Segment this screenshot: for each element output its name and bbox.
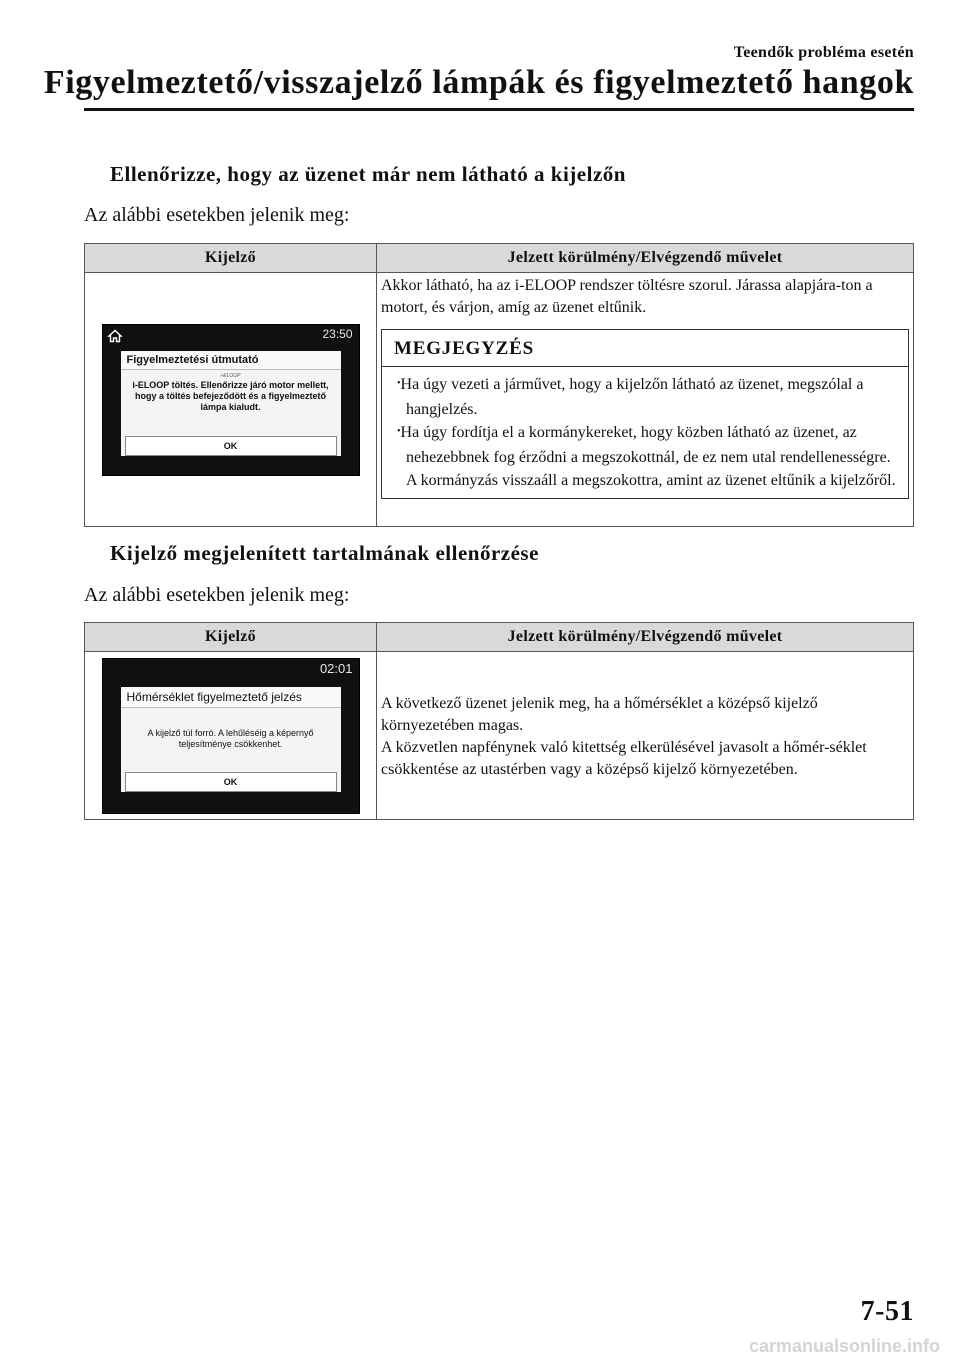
screen-clock: 02:01 (319, 660, 353, 676)
note-item: •Ha úgy vezeti a járművet, hogy a kijelzőn látható az üzenet, megszólal a hangjelzés. (397, 376, 864, 418)
bullet-icon: • (397, 426, 401, 437)
info-table-temperature (84, 622, 914, 820)
screen-status-bar (103, 325, 359, 347)
dialog-title: Hőmérséklet figyelmeztető jelzés (121, 687, 341, 708)
screen-clock: 23:50 (322, 326, 353, 341)
info-table-eloop (84, 243, 914, 527)
warning-dialog (121, 351, 341, 456)
display-cell (85, 273, 377, 527)
note-list (382, 367, 908, 498)
section-intro-1: Az alábbi esetekben jelenik meg: (84, 204, 350, 226)
temperature-description-2: A közvetlen napfénynek való kitettség elkerülésével javasolt a hőmér-séklet csökkentése az utastérben vagy a középső kijelző környezetében. (381, 738, 867, 778)
dialog-message: i-ELOOP töltés. Ellenőrizze járó motor mellett, hogy a töltés befejeződött és a figyelmeztető lámpa kialudt. (132, 379, 329, 412)
dialog-body (121, 708, 341, 772)
dialog-eloop-label: i-ELOOP (220, 372, 241, 379)
section-heading-message-check: Ellenőrizze, hogy az üzenet már nem látható a kijelzőn (110, 162, 626, 186)
watermark: carmanualsonline.info (748, 1336, 940, 1356)
column-header-action: Jelzett körülmény/Elvégzendő művelet (377, 623, 914, 652)
action-cell (377, 652, 914, 820)
page-title: Figyelmeztető/visszajelző lámpák és figyelmeztető hangok (43, 64, 914, 101)
dialog-message: A kijelző túl forró. A lehűléséig a képernyő teljesítménye csökkenhet. (147, 727, 314, 749)
section-heading-display-content: Kijelző megjelenített tartalmának ellenőrzése (110, 541, 539, 565)
dialog-title: Figyelmeztetési útmutató (121, 351, 341, 370)
temperature-description-1: A következő üzenet jelenik meg, ha a hőmérséklet a középső kijelző környezetében magas. (381, 694, 818, 734)
table-row (85, 273, 914, 527)
header-section-label: Teendők probléma esetén (733, 44, 914, 61)
column-header-display: Kijelző (85, 244, 377, 273)
home-icon (107, 328, 123, 344)
column-header-action: Jelzett körülmény/Elvégzendő művelet (377, 244, 914, 273)
header-divider (84, 108, 914, 111)
table-row (85, 652, 914, 820)
display-screenshot-eloop (102, 324, 360, 476)
action-cell (377, 273, 914, 527)
page-number: 7-51 (860, 1296, 914, 1327)
note-box (381, 329, 909, 499)
note-title: MEGJEGYZÉS (382, 330, 908, 367)
note-item: •Ha úgy fordítja el a kormánykereket, hogy közben látható az üzenet, az nehezebbnek fog érződni a megszokottnál, de ez nem utal rendellenességre. A kormányzás visszaáll a megszokottra, amint az üzenet eltűnik a kijelzőről. (397, 424, 896, 489)
dialog-ok-button: OK (125, 772, 337, 792)
bullet-icon: • (397, 378, 401, 389)
dialog-ok-button: OK (125, 436, 337, 456)
display-screenshot-temperature (102, 658, 360, 814)
display-cell (85, 652, 377, 820)
section-intro-2: Az alábbi esetekben jelenik meg: (84, 584, 350, 606)
eloop-description: Akkor látható, ha az i-ELOOP rendszer töltésre szorul. Járassa alapjára-ton a motort, és várjon, amíg az üzenet eltűnik. (381, 277, 873, 316)
warning-dialog (121, 687, 341, 792)
table-header-row (85, 244, 914, 273)
table-header-row (85, 623, 914, 652)
column-header-display: Kijelző (85, 623, 377, 652)
dialog-body (121, 370, 341, 436)
screen-status-bar (103, 659, 359, 681)
